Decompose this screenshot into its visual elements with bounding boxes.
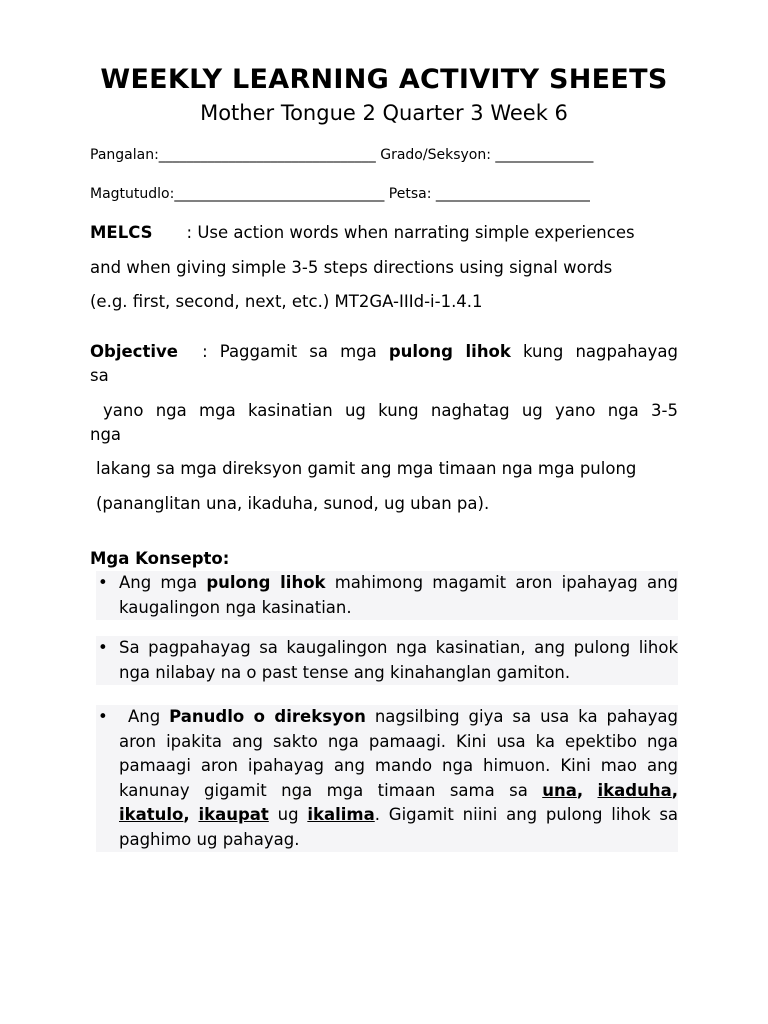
objective-line-4: (pananglitan una, ikaduha, sunod, ug uban pa).	[96, 494, 490, 513]
melcs-section	[90, 216, 678, 320]
keyword-una: una	[542, 780, 577, 800]
teacher-date-fields: Magtutudlo:______________________________ Petsa: ______________________	[90, 186, 590, 202]
list-item: • Ang Panudlo o direksyon nagsilbing giya sa usa ka pahayag aron ipakita ang sakto nga pamaagi. Kini usa ka epektibo nga pamaagi aron ipahayag ang mando nga himuon. Kini mao ang kanunay gigamit nga mga timaan sama sa una, ikaduha, ikatulo, ikaupat ug ikalima. Gigamit niini ang pulong lihok sa paghimo ug pahayag.	[96, 705, 678, 852]
melcs-text-1: : Use action words when narrating simple experiences	[186, 223, 635, 242]
objective-line-2: yano nga mga kasinatian ug kung naghatag ug yano nga 3-5	[103, 401, 678, 420]
objective-line-3: lakang sa mga direksyon gamit ang mga timaan nga mga pulong	[96, 459, 637, 478]
objective-line-2-wrap: nga	[90, 425, 122, 444]
melcs-line-2: and when giving simple 3-5 steps directions using signal words	[90, 257, 613, 277]
melcs-line-3: (e.g. first, second, next, etc.) MT2GA-IIId-i-1.4.1	[90, 292, 483, 311]
name-grade-fields: Pangalan:_______________________________ Grado/Seksyon: ______________	[90, 147, 594, 163]
list-item: • Ang mga pulong lihok mahimong magamit aron ipahayag ang kaugalingon nga kasinatian.	[96, 571, 678, 620]
konsepto-list	[96, 571, 678, 852]
objective-label: Objective	[90, 342, 178, 361]
objective-line-1-wrap: sa	[90, 366, 109, 385]
document-subtitle: Mother Tongue 2 Quarter 3 Week 6	[200, 101, 568, 125]
keyword-ikatulo: ikatulo	[119, 805, 184, 824]
konsepto-heading: Mga Konsepto:	[90, 549, 230, 568]
keyword-ikaduha: ikaduha	[597, 780, 672, 800]
melcs-line-1	[90, 216, 678, 251]
objective-line-1: Objective : Paggamit sa mga pulong lihok kung nagpahayag	[90, 342, 679, 361]
document-title: WEEKLY LEARNING ACTIVITY SHEETS	[100, 64, 668, 95]
melcs-label: MELCS	[90, 223, 153, 242]
keyword-ikalima: ikalima	[307, 805, 375, 824]
list-item: • Sa pagpahayag sa kaugalingon nga kasinatian, ang pulong lihok nga nilabay na o past tense ang kinahanglan gamiton.	[96, 636, 678, 685]
keyword-ikaupat: ikaupat	[198, 805, 269, 824]
objective-keyword: pulong lihok	[388, 342, 511, 361]
